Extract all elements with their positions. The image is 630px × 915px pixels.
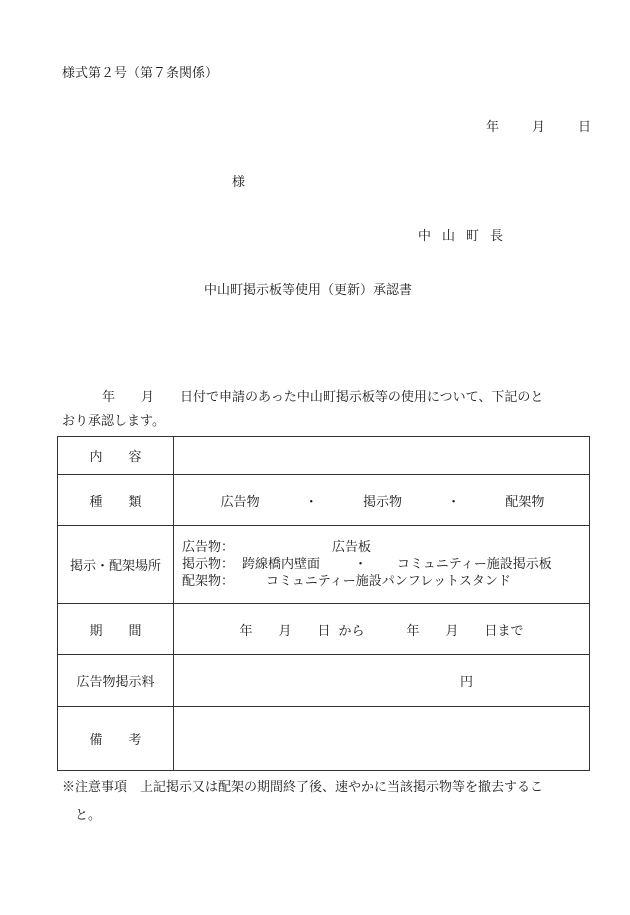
table-row-remarks (58, 707, 590, 771)
document-title: 中山町掲示板等使用（更新）承認書 (204, 283, 413, 298)
place-line2-separator: ・ (354, 557, 368, 572)
date-year: 年 (486, 120, 500, 135)
table-row-fee (58, 655, 590, 707)
period-label: 期 間 (58, 604, 174, 655)
place-value (174, 526, 590, 604)
fee-value (174, 655, 590, 707)
table-row-place (58, 526, 590, 604)
period-value (174, 604, 590, 655)
statement-line-2: おり承認します。 (62, 414, 165, 429)
place-line1-label: 広告物： (182, 540, 235, 555)
table-row-content (58, 437, 590, 475)
place-line2-value-a: 跨線橋内壁面 (242, 557, 321, 572)
caution-note (62, 774, 592, 830)
table-row-type (58, 475, 590, 526)
remarks-label: 備 考 (58, 707, 174, 771)
place-line2-label: 掲示物： (182, 557, 235, 572)
place-line-pamphlet (182, 573, 589, 590)
date-month: 月 (532, 120, 546, 135)
type-option-notice: 掲示物 (362, 494, 402, 510)
approval-table (57, 436, 590, 771)
period-from: 年 月 日 (239, 623, 331, 639)
type-option-advertisement: 広告物 (220, 494, 260, 510)
remarks-value (174, 707, 590, 771)
caution-line-1: ※注意事項 上記掲示又は配架の期間終了後、速やかに当該掲示物等を撤去するこ (62, 780, 544, 795)
addressee: 様 (232, 175, 246, 190)
content-value (174, 437, 590, 475)
form-number: 様式第２号（第７条関係） (62, 66, 219, 81)
type-options (174, 475, 590, 526)
place-line2-value-b: コミュニティー施設掲示板 (397, 557, 552, 572)
type-option-pamphlet: 配架物 (505, 494, 545, 510)
date-day: 日 (578, 120, 592, 135)
place-line-advertisement (182, 539, 589, 556)
period-to: 年 月 日まで (406, 623, 524, 639)
period-from-suffix: から (338, 623, 365, 639)
type-label: 種 類 (58, 475, 174, 526)
place-line-notice (182, 556, 589, 573)
approval-statement (62, 386, 592, 434)
type-separator: ・ (447, 494, 461, 510)
place-label: 掲示・配架場所 (58, 526, 174, 604)
caution-line-2: と。 (75, 808, 102, 823)
fee-unit: 円 (459, 675, 473, 690)
place-line1-value: 広告板 (332, 540, 372, 555)
place-line3-label: 配架物： (182, 574, 235, 589)
place-line3-value: コミュニティー施設パンフレットスタンド (266, 574, 511, 589)
statement-line-1: 年 月 日付で申請のあった中山町掲示板等の使用について、下記のと (102, 390, 544, 405)
table-row-period (58, 604, 590, 655)
type-separator: ・ (304, 494, 318, 510)
content-label: 内 容 (58, 437, 174, 475)
issuer-name: 中山町長 (418, 229, 515, 244)
issue-date (486, 116, 591, 135)
fee-label: 広告物掲示料 (58, 655, 174, 707)
